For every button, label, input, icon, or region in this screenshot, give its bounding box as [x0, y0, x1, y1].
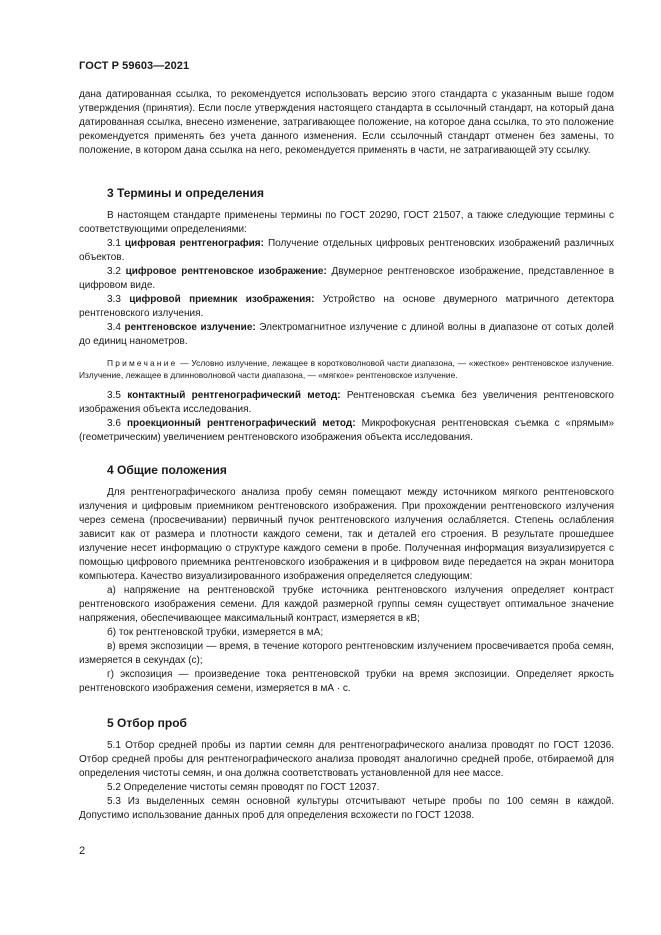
list-item-v: в) время экспозиции — время, в течение которого рентгеновским излучением просвечивается проба семян, измеряется в секундах (с); — [79, 641, 614, 666]
term-definition: Двумерное рентгеновское изображение, представленное в цифровом виде. — [79, 266, 615, 291]
section-5-title: 5 Отбор проб — [107, 716, 187, 730]
paragraph-5-1: 5.1 Отбор средней пробы из партии семян для рентгенографического анализа проводят по ГОСТ 12036. Отбор средней пробы для рентгенографического анализа проводят аналогично средней пробе, отбираемой для определения чистоты семян, и она должна соответствовать установленной для нее массе. — [79, 740, 614, 779]
term-name: рентгеновское излучение: — [124, 322, 256, 333]
term-3-1 — [79, 237, 614, 265]
section-3-title: 3 Термины и определения — [107, 186, 265, 200]
document-body — [79, 88, 614, 823]
page-number: 2 — [79, 845, 86, 857]
document-header: ГОСТ Р 59603—2021 — [79, 60, 190, 72]
section-4-title: 4 Общие положения — [107, 463, 227, 477]
term-definition: Устройство на основе двумерного матричного детектора рентгеновского излучения. — [79, 294, 614, 319]
term-3-6 — [79, 417, 614, 445]
note-label: Примечание — [107, 358, 178, 368]
term-name: цифровая рентгенография: — [124, 238, 264, 249]
term-3-3 — [79, 293, 614, 321]
list-item-a: а) напряжение на рентгеновской трубке источника рентгеновского излучения определяет контраст рентгеновского изображения семени. Для каждой размерной группы семян существует оптимальное значение напряжения, обеспечивающее максимальный контраст, измеряется в кВ; — [79, 585, 614, 624]
term-number: 3.5 — [107, 390, 121, 401]
term-number: 3.6 — [107, 418, 121, 429]
term-definition: Микрофокусная рентгеновская съемка с «прямым» (геометрическим) увеличением рентгеновского изображения объекта исследования. — [79, 418, 614, 443]
note-text: — Условно излучение, лежащее в коротковолновой части диапазона, — «жесткое» рентгеновское излучение. Излучение, лежащее в длинноволновой части диапазона, — «мягкое» рентгеновское излучение. — [79, 358, 614, 380]
term-name: цифровое рентгеновское изображение: — [125, 266, 327, 277]
section-3-lead: В настоящем стандарте применены термины по ГОСТ 20290, ГОСТ 21507, а также следующие термины с соответствующими определениями: — [79, 210, 614, 235]
term-number: 3.1 — [107, 238, 121, 249]
note-paragraph — [79, 357, 614, 381]
intro-paragraph: дана датированная ссылка, то рекомендуется использовать версию этого стандарта с указанным выше годом утверждения (принятия). Если после утверждения настоящего стандарта в ссылочный стандарт, на который дана датированная ссылка, внесено изменение, затрагивающее положение, на которое дана ссылка, то это положение рекомендуется применять без учета данного изменения. Если ссылочный стандарт отменен без замены, то положение, в котором дана ссылка на него, рекомендуется применять в части, не затрагивающей эту ссылку. — [79, 89, 614, 156]
term-definition: Получение отдельных цифровых рентгеновских изображений различных объектов. — [79, 238, 614, 263]
term-definition: Электромагнитное излучение с длиной волны в диапазоне от сотых долей до единиц нанометров. — [79, 322, 614, 347]
paragraph-5-2: 5.2 Определение чистоты семян проводят по ГОСТ 12037. — [107, 782, 380, 793]
term-name: цифровой приемник изображения: — [129, 294, 315, 305]
term-3-2 — [79, 265, 614, 293]
term-number: 3.2 — [107, 266, 121, 277]
term-number: 3.3 — [107, 294, 121, 305]
term-definition: Рентгеновская съемка без увеличения рентгеновского изображения объекта исследования. — [79, 390, 614, 415]
term-name: контактный рентгенографический метод: — [127, 390, 341, 401]
term-name: проекционный рентгенографический метод: — [126, 418, 356, 429]
term-number: 3.4 — [107, 322, 121, 333]
term-3-5 — [79, 389, 614, 417]
paragraph-5-3: 5.3 Из выделенных семян основной культуры отсчитывают четыре пробы по 100 семян в каждой. Допустимо использование данных проб для определения всхожести по ГОСТ 12038. — [79, 796, 614, 821]
term-3-4 — [79, 321, 614, 349]
list-item-b: б) ток рентгеновской трубки, измеряется в мА; — [107, 627, 324, 638]
list-item-g: г) экспозиция — произведение тока рентгеновской трубки на время экспозиции. Определяет яркость рентгеновского изображения семени, измеряется в мА · с. — [79, 669, 614, 694]
section-4-paragraph: Для рентгенографического анализа пробу семян помещают между источником мягкого рентгеновского излучения и цифровым приемником рентгеновского изображения. При прохождении рентгеновского излучения через семена (просвечивании) первичный пучок рентгеновского излучения ослабляется. Степень ослабления зависит как от размера и плотности каждого семени, так и деталей его строения. В результате прошедшее излучение несет информацию о структуре каждого семени в пробе. Полученная информация визуализируется с помощью цифрового приемника рентгеновского изображения и в цифровом виде передается на экран монитора компьютера. Качество визуализированного изображения определяется следующим: — [79, 487, 614, 582]
